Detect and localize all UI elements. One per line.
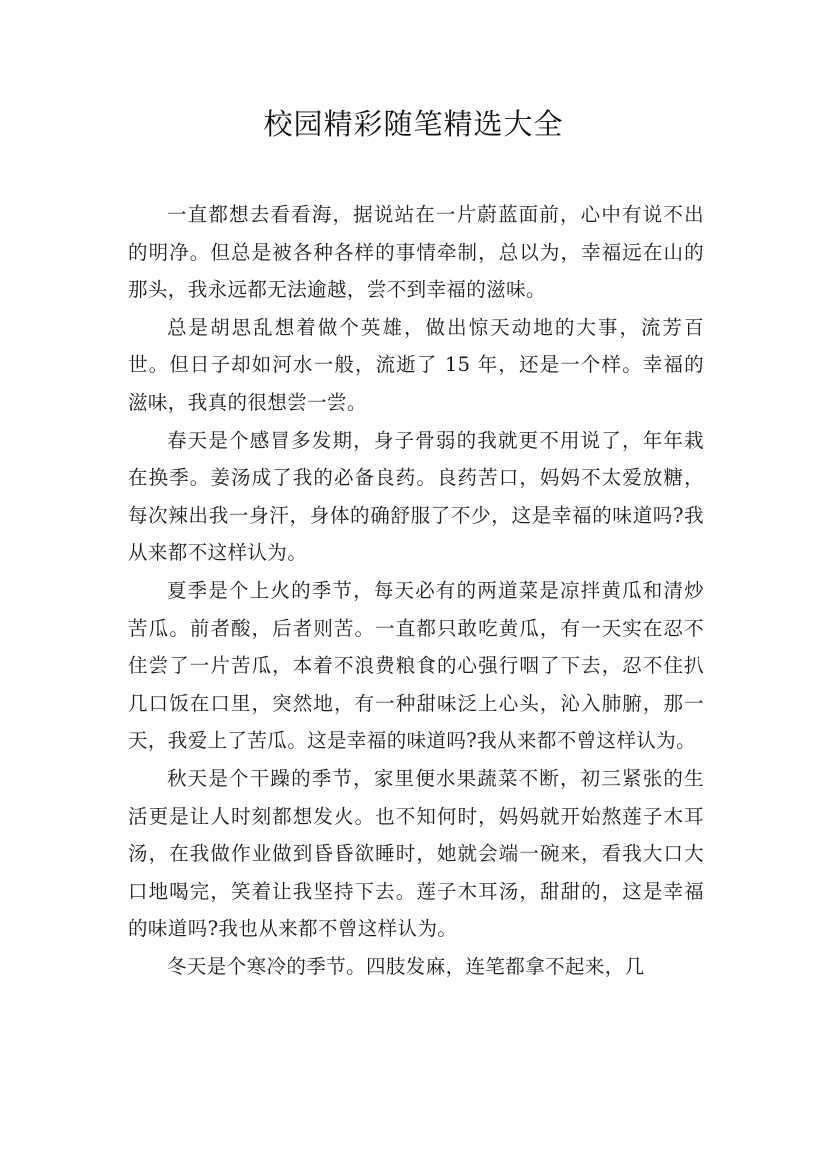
- paragraph-6: 冬天是个寒冷的季节。四肢发麻，连笔都拿不起来，几: [167, 954, 645, 978]
- paragraph-1: 一直都想去看看海，据说站在一片蔚蓝面前，心中有说不出的明净。但总是被各种各样的事情牵制，总以为，幸福远在山的那头，我永远都无法逾越，尝不到幸福的滋味。: [128, 203, 704, 302]
- document-body: [128, 196, 704, 985]
- paragraph-2: 总是胡思乱想着做个英雄，做出惊天动地的大事，流芳百世。但日子却如河水一般，流逝了 15 年，还是一个样。幸福的滋味，我真的很想尝一尝。: [128, 315, 704, 414]
- paragraph-3: 春天是个感冒多发期，身子骨弱的我就更不用说了，年年栽在换季。姜汤成了我的必备良药。良药苦口，妈妈不太爱放糖，每次辣出我一身汗，身体的确舒服了不少，这是幸福的味道吗?我从来都不这样认为。: [128, 428, 704, 565]
- paragraph-5: 秋天是个干躁的季节，家里便水果蔬菜不断，初三紧张的生活更是让人时刻都想发火。也不知何时，妈妈就开始熬莲子木耳汤，在我做作业做到昏昏欲睡时，她就会端一碗来，看我大口大口地喝完，笑着让我坚持下去。莲子木耳汤，甜甜的，这是幸福的味道吗?我也从来都不曾这样认为。: [128, 766, 704, 941]
- document-title: 校园精彩随笔精选大全: [263, 107, 564, 141]
- paragraph-4: 夏季是个上火的季节，每天必有的两道菜是凉拌黄瓜和清炒苦瓜。前者酸，后者则苦。一直都只敢吃黄瓜，有一天实在忍不住尝了一片苦瓜，本着不浪费粮食的心强行咽了下去，忍不住扒几口饭在口里，突然地，有一种甜味泛上心头，沁入肺腑，那一天，我爱上了苦瓜。这是幸福的味道吗?我从来都不曾这样认为。: [128, 578, 704, 753]
